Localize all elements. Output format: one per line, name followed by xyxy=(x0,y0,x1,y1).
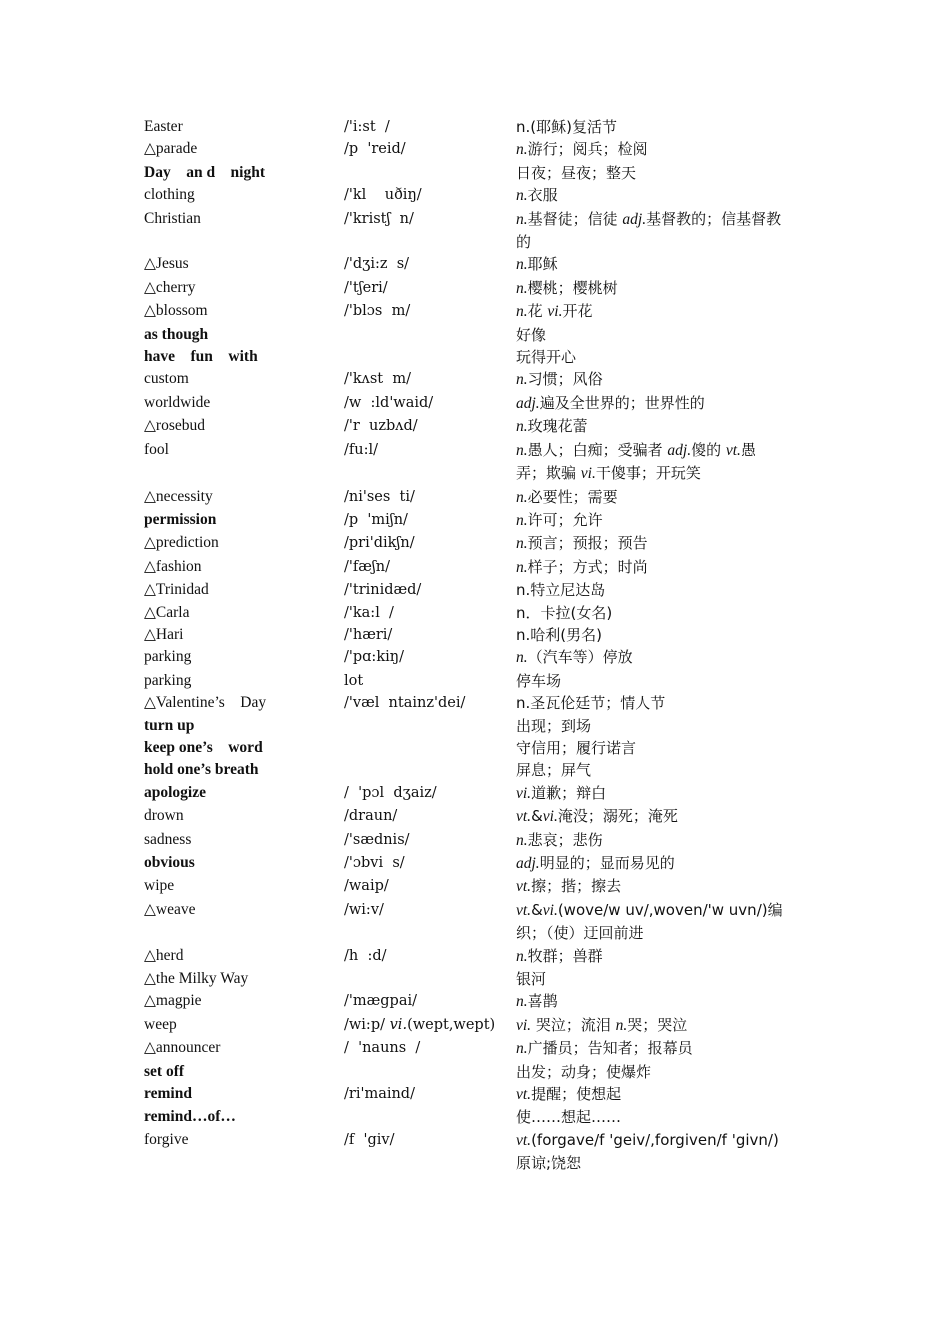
vocab-word: worldwide xyxy=(144,393,211,411)
vocab-meaning: n.广播员；告知者；报幕员 xyxy=(516,1039,693,1058)
vocab-row xyxy=(144,624,794,646)
vocab-phonetic: /ri'maind/ xyxy=(344,1086,415,1103)
vocab-phonetic: /'kl uðiŋ/ xyxy=(344,187,422,204)
vocab-meaning: n.花 vi.开花 xyxy=(516,302,593,321)
vocab-meaning: 好像 xyxy=(516,325,547,344)
vocab-row xyxy=(144,829,794,852)
vocab-row xyxy=(144,579,794,601)
vocab-meaning: vi. 哭泣；流泪 n.哭；哭泣 xyxy=(516,1015,688,1034)
vocab-meaning: adj.遍及全世界的；世界性的 xyxy=(516,393,705,412)
vocab-phonetic: /pri'dikʃn/ xyxy=(344,535,415,552)
vocab-row xyxy=(144,1014,794,1037)
vocab-word: sadness xyxy=(144,830,192,848)
vocab-meaning: 屏息；屏气 xyxy=(516,761,592,780)
vocab-phonetic: /p 'reid/ xyxy=(344,141,406,158)
vocab-phonetic: /'mægpai/ xyxy=(344,993,417,1010)
vocab-phonetic: /'i:st / xyxy=(344,119,390,135)
vocab-phonetic: / 'pɔl dʒaiz/ xyxy=(344,784,437,801)
vocab-word: permission xyxy=(144,510,217,528)
vocab-word: parking xyxy=(144,648,192,666)
vocab-row xyxy=(144,990,794,1013)
vocab-meaning: 出现；到场 xyxy=(516,716,592,735)
vocab-phonetic: /'trinidæd/ xyxy=(344,582,422,599)
vocab-phonetic: /fu:l/ xyxy=(344,441,378,458)
vocab-word: △blossom xyxy=(144,302,208,320)
vocab-meaning: vt.擦；揩；擦去 xyxy=(516,877,622,896)
vocab-phonetic: /w :ld'waid/ xyxy=(344,394,434,411)
vocab-meaning: n.许可；允许 xyxy=(516,510,603,529)
vocab-meaning: 银河 xyxy=(516,970,547,989)
vocab-row xyxy=(144,1083,794,1106)
vocab-row xyxy=(144,439,794,486)
vocab-row xyxy=(144,1129,794,1175)
vocab-word: △prediction xyxy=(144,534,219,552)
vocab-word: have fun with xyxy=(144,348,258,366)
vocab-word: apologize xyxy=(144,783,206,801)
vocab-phonetic: /'tʃeri/ xyxy=(344,279,388,296)
vocab-word: custom xyxy=(144,370,189,388)
vocab-phonetic: /wi:v/ xyxy=(344,901,384,918)
vocab-phonetic: / 'nauns / xyxy=(344,1040,421,1057)
vocab-meaning: n.愚人；白痴；受骗者 adj.傻的 vt.愚弄；欺骗 vi.干傻事；开玩笑 xyxy=(516,440,756,483)
vocab-meaning: vt.(forgave/f 'geiv/,forgiven/f 'givn/)原谅;饶恕 xyxy=(516,1130,779,1173)
vocab-phonetic: /waip/ xyxy=(344,878,389,895)
vocab-word: △rosebud xyxy=(144,417,205,435)
vocab-row xyxy=(144,737,794,759)
vocab-word: △the Milky Way xyxy=(144,970,249,988)
vocab-row xyxy=(144,692,794,714)
vocab-row xyxy=(144,899,794,945)
vocab-phonetic: /'kristʃ n/ xyxy=(344,210,414,227)
vocab-word: set off xyxy=(144,1062,185,1080)
vocab-word: obvious xyxy=(144,854,195,871)
vocab-phonetic: /h :d/ xyxy=(344,947,387,964)
vocab-phonetic: /'sædnis/ xyxy=(344,831,410,848)
vocab-row xyxy=(144,300,794,323)
vocab-meaning: 停车场 xyxy=(516,671,562,690)
vocab-meaning: 玩得开心 xyxy=(516,348,577,367)
vocab-word: drown xyxy=(144,807,184,825)
vocab-row xyxy=(144,759,794,781)
vocab-word: weep xyxy=(144,1015,177,1033)
vocab-word: remind xyxy=(144,1085,192,1103)
vocab-meaning: n.(耶稣)复活节 xyxy=(516,118,617,136)
vocab-row xyxy=(144,392,794,415)
vocab-phonetic: /'ka:l / xyxy=(344,604,394,621)
vocab-phonetic: /f 'giv/ xyxy=(344,1131,395,1148)
vocab-row xyxy=(144,556,794,579)
vocab-row xyxy=(144,184,794,207)
vocab-word: △magpie xyxy=(144,992,202,1010)
vocabulary-list xyxy=(144,116,794,1175)
vocab-row xyxy=(144,1037,794,1060)
vocab-row xyxy=(144,277,794,300)
vocab-row xyxy=(144,1106,794,1128)
vocab-meaning: n.特立尼达岛 xyxy=(516,581,606,600)
vocab-phonetic: /'hæri/ xyxy=(344,626,393,643)
vocab-meaning: n．卡拉(女名) xyxy=(516,603,613,622)
vocab-meaning: vi.道歉；辩白 xyxy=(516,783,607,802)
vocab-meaning: n.悲哀；悲伤 xyxy=(516,830,603,849)
vocab-word: △cherry xyxy=(144,278,196,296)
vocab-word: △fashion xyxy=(144,557,202,575)
vocab-meaning: n.哈利(男名) xyxy=(516,625,602,644)
vocab-meaning: vt.&vi.(wove/w uv/,woven/'w uvn/)编织；（使）迂回前进 xyxy=(516,900,783,943)
vocab-meaning: n.衣服 xyxy=(516,186,558,205)
vocab-meaning: n.樱桃；樱桃树 xyxy=(516,278,618,297)
vocab-meaning: 日夜；昼夜；整天 xyxy=(516,163,637,182)
vocab-meaning: n.基督徒；信徒 adj.基督教的；信基督教的 xyxy=(516,209,782,252)
vocab-row xyxy=(144,162,794,184)
vocab-phonetic: /'r uzbʌd/ xyxy=(344,418,418,435)
vocab-phonetic: /'dʒi:z s/ xyxy=(344,256,410,273)
vocab-row xyxy=(144,805,794,828)
vocab-phonetic: /'væl ntainz'dei/ xyxy=(344,695,466,712)
vocab-word: △parade xyxy=(144,140,198,158)
vocab-word: △herd xyxy=(144,946,184,964)
vocab-meaning: n.喜鹊 xyxy=(516,992,558,1011)
vocab-row xyxy=(144,945,794,968)
vocab-row xyxy=(144,1061,794,1083)
vocab-word: △weave xyxy=(144,900,196,918)
vocab-word: Day an d night xyxy=(144,163,266,181)
vocab-row xyxy=(144,852,794,875)
vocab-word: Christian xyxy=(144,209,201,227)
vocab-word: hold one’s breath xyxy=(144,761,259,779)
vocab-meaning: 使……想起…… xyxy=(516,1108,622,1127)
vocab-word: Easter xyxy=(144,118,183,135)
vocab-row xyxy=(144,346,794,368)
vocab-row xyxy=(144,116,794,138)
vocab-row xyxy=(144,670,794,692)
vocab-phonetic: lot xyxy=(344,672,364,689)
vocab-phonetic: /wi:p/ vi.(wept,wept) xyxy=(344,1016,496,1033)
vocab-word: remind…of… xyxy=(144,1108,236,1126)
vocab-phonetic: /p 'miʃn/ xyxy=(344,511,408,528)
vocab-phonetic: /draun/ xyxy=(344,808,398,825)
vocab-phonetic: /'pɑ:kiŋ/ xyxy=(344,649,404,666)
vocab-word: wipe xyxy=(144,877,175,895)
vocab-word: forgive xyxy=(144,1130,189,1148)
vocab-meaning: n.必要性；需要 xyxy=(516,487,618,506)
vocab-row xyxy=(144,715,794,737)
vocab-word: △announcer xyxy=(144,1039,221,1057)
vocab-word: △Trinidad xyxy=(144,581,209,599)
vocab-row xyxy=(144,532,794,555)
vocab-phonetic: /ni'ses ti/ xyxy=(344,488,415,505)
vocab-word: fool xyxy=(144,440,169,458)
vocab-meaning: n.耶稣 xyxy=(516,255,558,274)
vocab-word: parking xyxy=(144,671,192,689)
vocab-row xyxy=(144,646,794,669)
vocab-meaning: n.预言；预报；预告 xyxy=(516,534,648,553)
vocab-phonetic: /'fæʃn/ xyxy=(344,558,391,575)
vocab-row xyxy=(144,875,794,898)
vocab-row xyxy=(144,782,794,805)
vocab-word: △Valentine’s Day xyxy=(144,694,267,712)
vocab-meaning: n.（汽车等）停放 xyxy=(516,648,633,667)
vocab-phonetic: /'kʌst m/ xyxy=(344,371,411,388)
vocab-row xyxy=(144,968,794,990)
vocab-word: △Hari xyxy=(144,625,184,643)
vocab-word: △necessity xyxy=(144,487,213,505)
vocab-row xyxy=(144,509,794,532)
vocab-row xyxy=(144,486,794,509)
vocab-word: △Carla xyxy=(144,603,190,621)
vocab-meaning: n.样子；方式；时尚 xyxy=(516,557,648,576)
vocab-word: turn up xyxy=(144,716,195,734)
vocab-meaning: 守信用；履行诺言 xyxy=(516,738,637,757)
vocab-meaning: n.习惯；风俗 xyxy=(516,370,603,389)
vocab-row xyxy=(144,138,794,161)
vocab-row xyxy=(144,368,794,391)
vocab-meaning: n.牧群；兽群 xyxy=(516,946,603,965)
vocab-meaning: 出发；动身；使爆炸 xyxy=(516,1062,652,1081)
vocab-meaning: n.玫瑰花蕾 xyxy=(516,417,588,436)
vocab-meaning: n.游行；阅兵；检阅 xyxy=(516,140,648,159)
vocab-meaning: vt.&vi.淹没；溺死；淹死 xyxy=(516,807,678,826)
vocab-word: △Jesus xyxy=(144,255,189,273)
vocab-row xyxy=(144,602,794,624)
vocab-phonetic: /'ɔbvi s/ xyxy=(344,855,405,871)
vocab-row xyxy=(144,208,794,254)
vocab-row xyxy=(144,324,794,346)
vocab-meaning: n.圣瓦伦廷节；情人节 xyxy=(516,694,666,713)
vocab-row xyxy=(144,253,794,276)
vocab-row xyxy=(144,415,794,438)
vocab-word: keep one’s word xyxy=(144,738,263,756)
vocab-word: clothing xyxy=(144,186,195,204)
vocab-word: as though xyxy=(144,325,209,343)
vocab-meaning: adj.明显的；显而易见的 xyxy=(516,854,675,872)
vocab-phonetic: /'blɔs m/ xyxy=(344,303,411,320)
vocab-meaning: vt.提醒；使想起 xyxy=(516,1085,622,1104)
